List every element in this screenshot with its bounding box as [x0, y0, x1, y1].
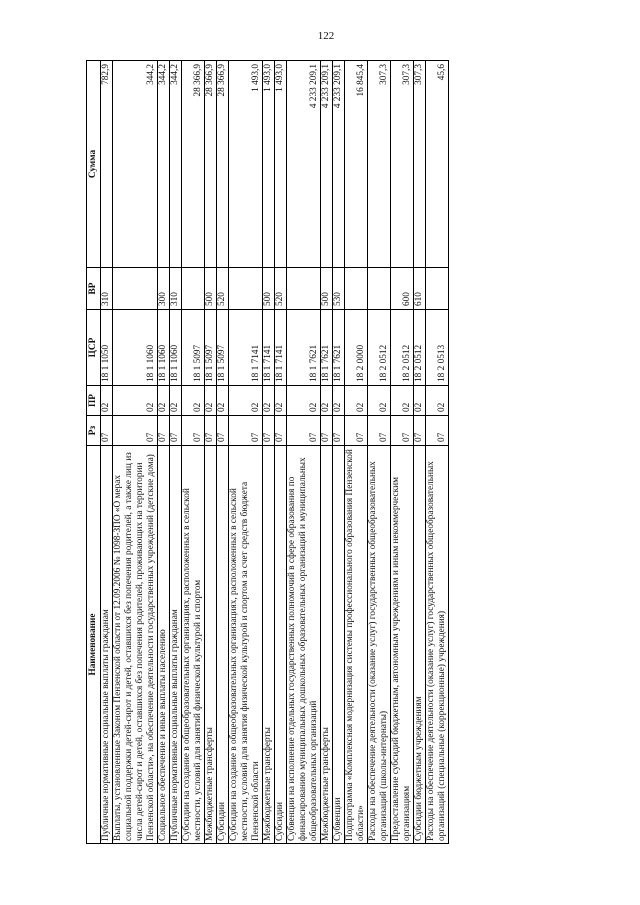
cell-vr	[345, 268, 368, 310]
table-row	[391, 61, 414, 844]
cell-pr: 02	[182, 386, 205, 416]
cell-name: Выплаты, установленные Законом Пензенской области от 12.09.2006 № 1098-ЗПО «О мерах социальной поддержки детей-сирот и детей, оставшихся без попечения родителей, а также лиц из числа детей-сирот и детей, оставшихся без попечения родителей, проживающих на территории Пензенской области», на обеспечение деятельности государственных учреждений (детские дома)	[113, 446, 158, 844]
cell-pr: 02	[101, 386, 113, 416]
cell-csr: 18 1 1060	[158, 310, 170, 386]
cell-vr	[113, 268, 158, 310]
table-row	[170, 61, 182, 844]
cell-csr: 18 1 1060	[113, 310, 158, 386]
cell-rz: 07	[229, 416, 263, 446]
cell-name: Субсидии на создание в общеобразовательных организациях, расположенных в сельской местности, условий для занятия физической культурой и спортом за счет средств бюджета Пензенской области	[229, 446, 263, 844]
cell-pr: 02	[158, 386, 170, 416]
cell-rz: 07	[263, 416, 275, 446]
cell-sum: 344,2	[158, 61, 170, 268]
cell-pr: 02	[287, 386, 321, 416]
table-row	[205, 61, 217, 844]
header-rz: Рз	[87, 416, 101, 446]
cell-pr: 02	[333, 386, 345, 416]
cell-pr: 02	[229, 386, 263, 416]
cell-rz: 07	[217, 416, 229, 446]
cell-name: Предоставление субсидий бюджетным, автономным учреждениям и иным некоммерческим организациям	[391, 446, 414, 844]
cell-name: Публичные нормативные социальные выплаты гражданам	[170, 446, 182, 844]
cell-pr: 02	[321, 386, 333, 416]
header-csr: ЦСР	[87, 310, 101, 386]
cell-sum: 307,3	[391, 61, 414, 268]
table-row	[368, 61, 391, 844]
cell-csr: 18 1 5097	[205, 310, 217, 386]
cell-rz: 07	[287, 416, 321, 446]
cell-rz: 07	[101, 416, 113, 446]
cell-sum: 28 366,9	[182, 61, 205, 268]
cell-vr	[287, 268, 321, 310]
cell-pr: 02	[217, 386, 229, 416]
cell-sum: 344,2	[170, 61, 182, 268]
cell-vr: 310	[101, 268, 113, 310]
cell-vr: 300	[158, 268, 170, 310]
cell-rz: 07	[170, 416, 182, 446]
cell-csr: 18 1 7141	[275, 310, 287, 386]
cell-vr: 500	[263, 268, 275, 310]
cell-sum: 4 233 209,1	[287, 61, 321, 268]
cell-rz: 07	[345, 416, 368, 446]
cell-csr: 18 1 1060	[170, 310, 182, 386]
table-row	[101, 61, 113, 844]
table-body	[101, 61, 449, 844]
cell-rz: 07	[113, 416, 158, 446]
table-row	[287, 61, 321, 844]
cell-sum: 45,6	[426, 61, 449, 268]
table-row	[345, 61, 368, 844]
cell-vr: 600	[391, 268, 414, 310]
cell-csr: 18 1 5097	[217, 310, 229, 386]
cell-sum: 307,3	[368, 61, 391, 268]
cell-name: Межбюджетные трансферты	[263, 446, 275, 844]
cell-sum: 28 366,9	[205, 61, 217, 268]
cell-sum: 1 493,0	[263, 61, 275, 268]
table-row	[182, 61, 205, 844]
cell-csr: 18 2 0512	[368, 310, 391, 386]
cell-csr: 18 2 0000	[345, 310, 368, 386]
cell-vr	[368, 268, 391, 310]
header-row	[87, 61, 101, 844]
cell-name: Социальное обеспечение и иные выплаты населению	[158, 446, 170, 844]
cell-rz: 07	[275, 416, 287, 446]
table-row	[321, 61, 333, 844]
cell-name: Субсидии на создание в общеобразовательных организациях, расположенных в сельской местности, условий для занятий физической культурой и спортом	[182, 446, 205, 844]
cell-name: Субсидии	[275, 446, 287, 844]
cell-csr: 18 1 7141	[263, 310, 275, 386]
cell-name: Субвенции на исполнение отдельных государственных полномочий в сфере образования по финансированию муниципальных дошкольных образовательных организаций и муниципальных общеобразовательных организаций	[287, 446, 321, 844]
cell-name: Субсидии	[217, 446, 229, 844]
cell-vr: 500	[205, 268, 217, 310]
table-row	[217, 61, 229, 844]
cell-csr: 18 2 0512	[391, 310, 414, 386]
cell-sum: 782,9	[101, 61, 113, 268]
cell-name: Расходы на обеспечение деятельности (оказание услуг) государственных общеобразовательных организаций (специальные (коррекционные) учреждения)	[426, 446, 449, 844]
cell-pr: 02	[391, 386, 414, 416]
cell-name: Субвенции	[333, 446, 345, 844]
table-row	[275, 61, 287, 844]
cell-pr: 02	[170, 386, 182, 416]
cell-sum: 307,3	[414, 61, 426, 268]
cell-name: Межбюджетные трансферты	[321, 446, 333, 844]
cell-rz: 07	[182, 416, 205, 446]
cell-sum: 4 233 209,1	[333, 61, 345, 268]
cell-rz: 07	[368, 416, 391, 446]
cell-csr: 18 1 7621	[333, 310, 345, 386]
cell-rz: 07	[333, 416, 345, 446]
header-sum: Сумма	[87, 61, 101, 268]
cell-vr: 310	[170, 268, 182, 310]
cell-rz: 07	[391, 416, 414, 446]
budget-table	[86, 60, 449, 844]
cell-vr: 610	[414, 268, 426, 310]
cell-pr: 02	[205, 386, 217, 416]
cell-vr	[426, 268, 449, 310]
table-row	[414, 61, 426, 844]
cell-vr	[182, 268, 205, 310]
table-row	[113, 61, 158, 844]
cell-vr: 520	[217, 268, 229, 310]
cell-sum: 16 845,4	[345, 61, 368, 268]
cell-name: Расходы на обеспечение деятельности (оказание услуг) государственных общеобразовательных организаций (школы-интернаты)	[368, 446, 391, 844]
cell-rz: 07	[205, 416, 217, 446]
table-row	[426, 61, 449, 844]
header-pr: ПР	[87, 386, 101, 416]
table-row	[263, 61, 275, 844]
cell-pr: 02	[426, 386, 449, 416]
cell-sum: 1 493,0	[275, 61, 287, 268]
cell-vr: 520	[275, 268, 287, 310]
cell-pr: 02	[263, 386, 275, 416]
cell-sum: 1 493,0	[229, 61, 263, 268]
cell-sum: 344,2	[113, 61, 158, 268]
cell-pr: 02	[113, 386, 158, 416]
cell-vr	[229, 268, 263, 310]
cell-name: Публичные нормативные социальные выплаты гражданам	[101, 446, 113, 844]
page-number: 122	[317, 30, 335, 42]
cell-csr: 18 1 7621	[321, 310, 333, 386]
cell-sum: 4 233 209,1	[321, 61, 333, 268]
cell-vr: 530	[333, 268, 345, 310]
cell-pr: 02	[345, 386, 368, 416]
cell-rz: 07	[414, 416, 426, 446]
header-vr: ВР	[87, 268, 101, 310]
cell-csr: 18 2 0513	[426, 310, 449, 386]
budget-table-rotated	[86, 61, 572, 844]
cell-csr: 18 1 5097	[182, 310, 205, 386]
cell-pr: 02	[275, 386, 287, 416]
cell-name: Подпрограмма «Комплексная модернизация системы профессионального образования Пензенской области»	[345, 446, 368, 844]
cell-vr: 500	[321, 268, 333, 310]
cell-pr: 02	[414, 386, 426, 416]
cell-csr: 18 1 7621	[287, 310, 321, 386]
cell-rz: 07	[426, 416, 449, 446]
table-row	[229, 61, 263, 844]
cell-name: Межбюджетные трансферты	[205, 446, 217, 844]
cell-name: Субсидии бюджетным учреждениям	[414, 446, 426, 844]
header-name: Наименование	[87, 446, 101, 844]
cell-rz: 07	[158, 416, 170, 446]
cell-sum: 28 366,9	[217, 61, 229, 268]
cell-csr: 18 1 7141	[229, 310, 263, 386]
table-row	[158, 61, 170, 844]
cell-pr: 02	[368, 386, 391, 416]
cell-csr: 18 2 0512	[414, 310, 426, 386]
cell-csr: 18 1 1050	[101, 310, 113, 386]
cell-rz: 07	[321, 416, 333, 446]
table-row	[333, 61, 345, 844]
